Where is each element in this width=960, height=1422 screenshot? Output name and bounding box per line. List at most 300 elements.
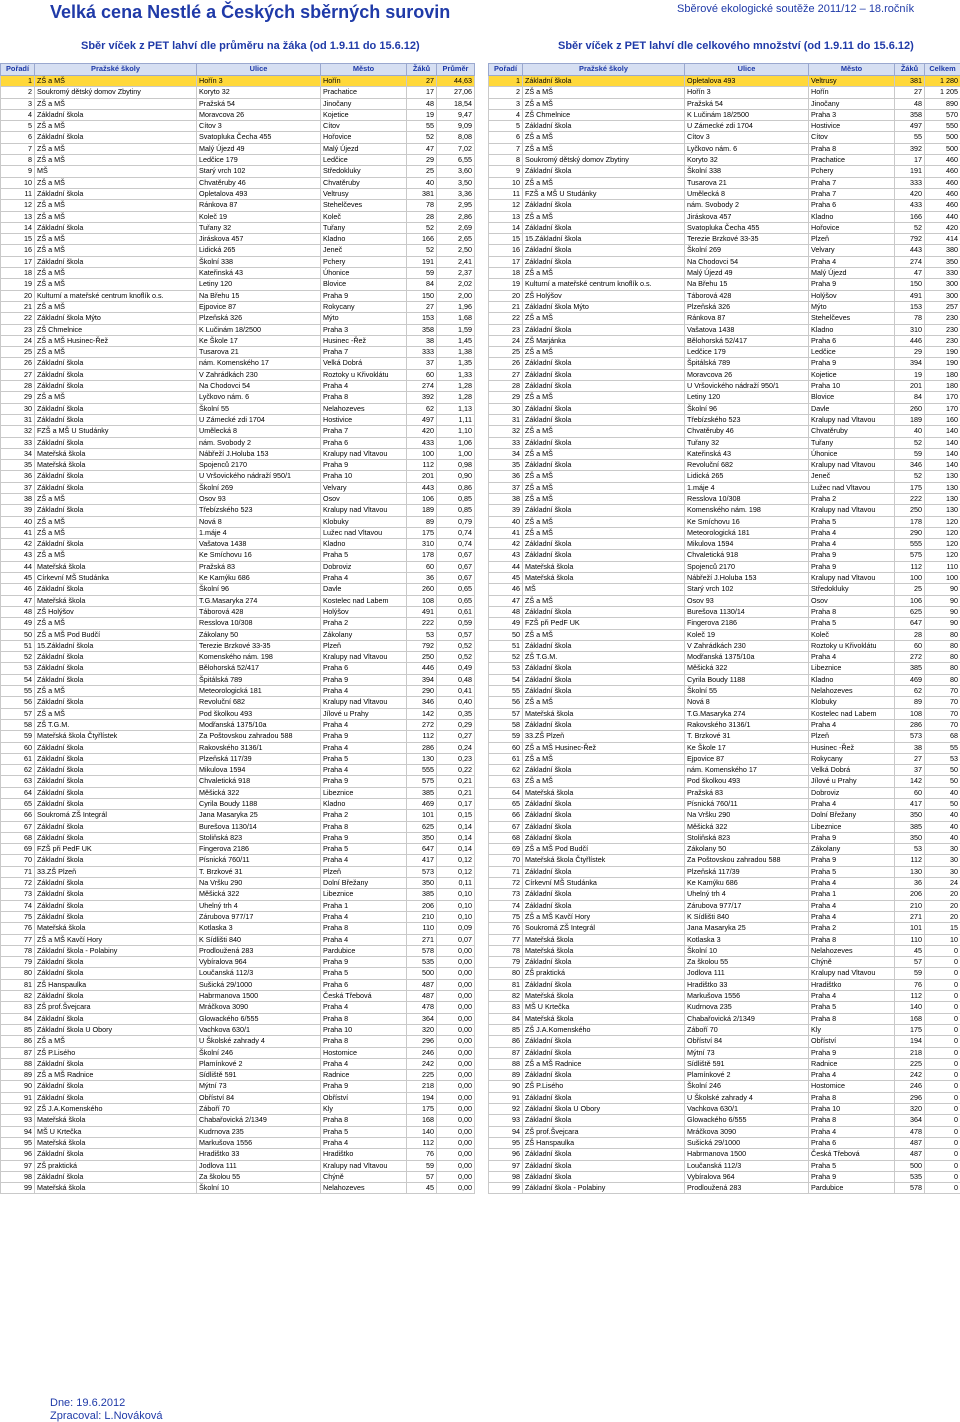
value-cell: 890 <box>925 98 960 109</box>
city-cell: Radnice <box>809 1058 895 1069</box>
school-cell: Mateřská škola <box>523 1013 685 1024</box>
city-cell: Velvary <box>809 245 895 256</box>
city-cell: Praha 8 <box>321 392 407 403</box>
school-cell: Základní škola <box>35 539 197 550</box>
pupils-cell: 78 <box>407 200 437 211</box>
table-row <box>489 719 960 730</box>
street-cell: nám. Svobody 2 <box>197 437 321 448</box>
table-row <box>1 211 475 222</box>
street-cell: Obříství 84 <box>197 1092 321 1103</box>
value-cell: 0,22 <box>437 765 475 776</box>
value-cell: 24 <box>925 878 960 889</box>
city-cell: Praha 6 <box>809 1137 895 1148</box>
school-cell: ZŠ Chmelnice <box>35 324 197 335</box>
table-row <box>489 437 960 448</box>
table-row <box>1 539 475 550</box>
street-cell: Mikulova 1594 <box>685 539 809 550</box>
rank-cell: 1 <box>1 76 35 87</box>
school-cell: Základní škola <box>523 1149 685 1160</box>
value-cell: 20 <box>925 900 960 911</box>
city-cell: Kly <box>809 1024 895 1035</box>
table-row <box>489 1115 960 1126</box>
city-cell: Nelahozeves <box>809 686 895 697</box>
street-cell: Za Poštovskou zahradou 588 <box>685 855 809 866</box>
pupils-cell: 578 <box>407 945 437 956</box>
table-row <box>489 268 960 279</box>
city-cell: Hostivice <box>321 414 407 425</box>
street-cell: Pražská 54 <box>685 98 809 109</box>
school-cell: Základní škola <box>523 686 685 697</box>
value-cell: 0,11 <box>437 878 475 889</box>
value-cell: 40 <box>925 821 960 832</box>
school-cell: ZŠ a MŠ <box>523 753 685 764</box>
table-row <box>489 234 960 245</box>
value-cell: 0 <box>925 1137 960 1148</box>
city-cell: Praha 4 <box>809 991 895 1002</box>
table-row <box>1 686 475 697</box>
city-cell: Cítov <box>809 132 895 143</box>
school-cell: ZŠ a MŠ <box>35 234 197 245</box>
table-row <box>489 1104 960 1115</box>
street-cell: Habrmanova 1500 <box>197 991 321 1002</box>
rank-cell: 71 <box>489 866 523 877</box>
rank-cell: 53 <box>489 663 523 674</box>
street-cell: nám. Komenského 17 <box>685 765 809 776</box>
city-cell: Jinočany <box>321 98 407 109</box>
table-row <box>1 1149 475 1160</box>
street-cell: Modřanská 1375/10a <box>685 652 809 663</box>
table-row <box>489 290 960 301</box>
competition-label: Sběrové ekologické soutěže 2011/12 – 18.ročník <box>677 3 915 15</box>
rank-cell: 37 <box>1 482 35 493</box>
rank-cell: 97 <box>489 1160 523 1171</box>
pupils-cell: 487 <box>407 979 437 990</box>
table-row <box>489 991 960 1002</box>
rank-cell: 9 <box>489 166 523 177</box>
city-cell: Praha 6 <box>321 437 407 448</box>
rank-cell: 30 <box>489 403 523 414</box>
rank-cell: 36 <box>1 471 35 482</box>
value-cell: 0,10 <box>437 911 475 922</box>
pupils-cell: 575 <box>407 776 437 787</box>
value-cell: 190 <box>925 358 960 369</box>
rank-cell: 82 <box>489 991 523 1002</box>
value-cell: 2,41 <box>437 256 475 267</box>
street-cell: Bělohorská 52/417 <box>685 335 809 346</box>
table-row <box>1 132 475 143</box>
school-cell: Základní škola <box>523 539 685 550</box>
school-cell: FZŠ a MŠ U Studánky <box>35 426 197 437</box>
street-cell: Ke Smíchovu 16 <box>197 550 321 561</box>
rank-cell: 76 <box>1 923 35 934</box>
city-cell: Libeznice <box>321 889 407 900</box>
city-cell: Praha 4 <box>321 573 407 584</box>
street-cell: Rakovského 3136/1 <box>685 719 809 730</box>
school-cell: Základní škola <box>523 369 685 380</box>
pupils-cell: 112 <box>407 1137 437 1148</box>
value-cell: 0,21 <box>437 776 475 787</box>
value-cell: 1,11 <box>437 414 475 425</box>
rank-cell: 63 <box>489 776 523 787</box>
rank-cell: 8 <box>1 155 35 166</box>
table-row <box>1 188 475 199</box>
school-cell: ZŠ a MŠ <box>35 618 197 629</box>
rank-cell: 7 <box>489 143 523 154</box>
value-cell: 0 <box>925 1092 960 1103</box>
street-cell: Starý vrch 102 <box>685 584 809 595</box>
street-cell: Pražská 83 <box>685 787 809 798</box>
street-cell: Záboří 70 <box>197 1104 321 1115</box>
school-cell: ZŠ a MŠ <box>523 697 685 708</box>
value-cell: 140 <box>925 426 960 437</box>
table-row <box>489 573 960 584</box>
table-row <box>1 866 475 877</box>
value-cell: 0,49 <box>437 663 475 674</box>
street-cell: Školní 338 <box>685 166 809 177</box>
school-cell: ZŠ a MŠ <box>35 493 197 504</box>
pupils-cell: 112 <box>895 561 925 572</box>
pupils-cell: 491 <box>895 290 925 301</box>
street-cell: Zákolany 50 <box>685 844 809 855</box>
table-row <box>1 256 475 267</box>
pupils-cell: 333 <box>895 177 925 188</box>
rank-cell: 35 <box>489 460 523 471</box>
street-cell: Cítov 3 <box>197 121 321 132</box>
street-cell: Jodlova 111 <box>197 1160 321 1171</box>
street-cell: Moravcova 26 <box>197 109 321 120</box>
table-row <box>489 968 960 979</box>
rank-cell: 79 <box>489 957 523 968</box>
value-cell: 120 <box>925 527 960 538</box>
street-cell: Školní 96 <box>197 584 321 595</box>
street-cell: Tusarova 21 <box>197 347 321 358</box>
street-cell: Tusarova 21 <box>685 177 809 188</box>
street-cell: Pražská 83 <box>197 561 321 572</box>
street-cell: Starý vrch 102 <box>197 166 321 177</box>
city-cell: Prachatice <box>809 155 895 166</box>
street-cell: Jana Masaryka 25 <box>685 923 809 934</box>
school-cell: Základní škola <box>35 1092 197 1103</box>
pupils-cell: 320 <box>407 1024 437 1035</box>
school-cell: FZŠ a MŠ U Studánky <box>523 188 685 199</box>
school-cell: ZŠ a MŠ <box>523 347 685 358</box>
right-table-title: Sběr víček z PET lahví dle celkového množství (od 1.9.11 do 15.6.12) <box>558 40 914 52</box>
school-cell: Kulturní a mateřské centrum knoflík o.s. <box>35 290 197 301</box>
street-cell: Vachkova 630/1 <box>685 1104 809 1115</box>
pupils-cell: 29 <box>407 155 437 166</box>
school-cell: ZŠ a MŠ <box>35 155 197 166</box>
pupils-cell: 625 <box>895 606 925 617</box>
pupils-cell: 433 <box>407 437 437 448</box>
pupils-cell: 385 <box>407 889 437 900</box>
street-cell: Ke Škole 17 <box>685 742 809 753</box>
table-row <box>489 855 960 866</box>
value-cell: 1,06 <box>437 437 475 448</box>
value-cell: 0,00 <box>437 1149 475 1160</box>
city-cell: Velká Dobrá <box>809 765 895 776</box>
street-cell: Jana Masaryka 25 <box>197 810 321 821</box>
rank-cell: 19 <box>1 279 35 290</box>
rank-cell: 34 <box>1 448 35 459</box>
school-cell: ZŠ Chmelnice <box>523 109 685 120</box>
pupils-cell: 260 <box>895 403 925 414</box>
rank-cell: 45 <box>489 573 523 584</box>
school-cell: Základní škola <box>523 821 685 832</box>
rank-cell: 23 <box>1 324 35 335</box>
table-row <box>489 324 960 335</box>
table-row <box>1 245 475 256</box>
street-cell: T. Brzkové 31 <box>197 866 321 877</box>
pupils-cell: 60 <box>895 787 925 798</box>
city-cell: Praha 8 <box>809 606 895 617</box>
value-cell: 15 <box>925 923 960 934</box>
school-cell: Základní škola <box>35 471 197 482</box>
pupils-cell: 417 <box>407 855 437 866</box>
value-cell: 300 <box>925 279 960 290</box>
value-cell: 2,65 <box>437 234 475 245</box>
street-cell: Resslova 10/308 <box>685 493 809 504</box>
table-row <box>489 618 960 629</box>
pupils-cell: 45 <box>895 945 925 956</box>
pupils-cell: 29 <box>895 347 925 358</box>
school-cell: ZŠ a MŠ <box>35 392 197 403</box>
street-cell: T. Brzkové 31 <box>685 731 809 742</box>
table-row <box>1 109 475 120</box>
pupils-cell: 555 <box>407 765 437 776</box>
city-cell: Hostivice <box>809 121 895 132</box>
city-cell: Praha 9 <box>809 1171 895 1182</box>
value-cell: 1,33 <box>437 369 475 380</box>
pupils-cell: 350 <box>895 810 925 821</box>
rank-cell: 78 <box>489 945 523 956</box>
rank-cell: 25 <box>489 347 523 358</box>
street-cell: Lidická 265 <box>685 471 809 482</box>
street-cell: Ledčice 179 <box>197 155 321 166</box>
city-cell: Dolní Břežany <box>809 810 895 821</box>
street-cell: U Vršovického nádraží 950/1 <box>197 471 321 482</box>
city-cell: Česká Třebová <box>321 991 407 1002</box>
city-cell: Praha 8 <box>809 1013 895 1024</box>
table-row <box>1 1183 475 1194</box>
city-cell: Velvary <box>321 482 407 493</box>
table-row <box>1 889 475 900</box>
pupils-cell: 310 <box>407 539 437 550</box>
table-row <box>489 584 960 595</box>
table-row <box>489 674 960 685</box>
value-cell: 0,00 <box>437 1070 475 1081</box>
street-cell: Bělohorská 52/417 <box>197 663 321 674</box>
value-cell: 44,63 <box>437 76 475 87</box>
rank-cell: 32 <box>489 426 523 437</box>
rank-cell: 72 <box>1 878 35 889</box>
table-row <box>1 550 475 561</box>
table-row <box>489 765 960 776</box>
table-row <box>489 109 960 120</box>
pupils-cell: 57 <box>895 957 925 968</box>
table-row <box>1 934 475 945</box>
city-header: Město <box>321 64 407 76</box>
table-row <box>1 731 475 742</box>
school-cell: ZŠ a MŠ <box>35 211 197 222</box>
rank-cell: 70 <box>489 855 523 866</box>
street-cell: Prodloužená 283 <box>197 945 321 956</box>
city-cell: Kly <box>321 1104 407 1115</box>
average-ranking-table <box>0 63 475 1194</box>
school-cell: ZŠ a MŠ <box>35 301 197 312</box>
rank-cell: 38 <box>1 493 35 504</box>
pupils-cell: 130 <box>407 753 437 764</box>
table-row <box>1 448 475 459</box>
rank-cell: 8 <box>489 155 523 166</box>
value-cell: 2,69 <box>437 222 475 233</box>
school-cell: Mateřská škola <box>523 561 685 572</box>
city-cell: Klobuky <box>321 516 407 527</box>
city-cell: Plzeň <box>809 234 895 245</box>
street-cell: Vašatova 1438 <box>685 324 809 335</box>
value-cell: 110 <box>925 561 960 572</box>
table-row <box>489 1002 960 1013</box>
value-cell: 0 <box>925 1013 960 1024</box>
school-cell: Základní škola <box>35 799 197 810</box>
school-cell: Základní škola <box>523 1115 685 1126</box>
pupils-cell: 346 <box>407 697 437 708</box>
value-cell: 2,00 <box>437 290 475 301</box>
school-cell: Mateřská škola <box>523 991 685 1002</box>
school-cell: Základní škola <box>523 810 685 821</box>
rank-cell: 46 <box>1 584 35 595</box>
rank-cell: 97 <box>1 1160 35 1171</box>
table-row <box>489 753 960 764</box>
city-cell: Jeneč <box>809 471 895 482</box>
value-cell: 180 <box>925 381 960 392</box>
city-cell: Veltrusy <box>809 76 895 87</box>
school-cell: Základní škola <box>35 991 197 1002</box>
school-cell: Mateřská škola <box>35 460 197 471</box>
street-cell: Ke Kamýku 686 <box>197 573 321 584</box>
rank-cell: 10 <box>1 177 35 188</box>
street-cell: Prodloužená 283 <box>685 1183 809 1194</box>
rank-cell: 65 <box>1 799 35 810</box>
pupils-cell: 478 <box>895 1126 925 1137</box>
table-row <box>489 708 960 719</box>
street-cell: Kudrnova 235 <box>197 1126 321 1137</box>
rank-cell: 17 <box>489 256 523 267</box>
rank-cell: 12 <box>1 200 35 211</box>
street-cell: Táborová 428 <box>685 290 809 301</box>
city-cell: Kralupy nad Vltavou <box>321 505 407 516</box>
value-cell: 414 <box>925 234 960 245</box>
rank-cell: 80 <box>1 968 35 979</box>
school-cell: ZŠ Marjánka <box>523 335 685 346</box>
school-cell: Soukromá ZŠ Integrál <box>523 923 685 934</box>
pupils-cell: 101 <box>407 810 437 821</box>
city-cell: Praha 5 <box>809 866 895 877</box>
table-row <box>489 1149 960 1160</box>
street-cell: Obříství 84 <box>685 1036 809 1047</box>
value-cell: 8,08 <box>437 132 475 143</box>
school-cell: Základní škola <box>35 188 197 199</box>
city-cell: Hostomice <box>809 1081 895 1092</box>
pupils-cell: 53 <box>407 629 437 640</box>
city-cell: Praha 8 <box>321 1013 407 1024</box>
school-cell: Základní škola <box>523 550 685 561</box>
pupils-cell: 140 <box>407 1126 437 1137</box>
city-cell: Dobroviz <box>809 787 895 798</box>
pupils-cell: 792 <box>895 234 925 245</box>
street-cell: Malý Újezd 49 <box>685 268 809 279</box>
school-cell: ZŠ a MŠ <box>523 493 685 504</box>
rank-cell: 22 <box>1 313 35 324</box>
pupils-cell: 272 <box>407 719 437 730</box>
school-cell: Základní škola <box>35 753 197 764</box>
table-row <box>489 132 960 143</box>
street-cell: Glowackého 6/555 <box>685 1115 809 1126</box>
street-cell: Kotlaska 3 <box>197 923 321 934</box>
school-cell: Základní škola <box>35 663 197 674</box>
school-cell: Mateřská škola <box>35 1115 197 1126</box>
school-cell: Základní škola <box>35 957 197 968</box>
table-row <box>1 697 475 708</box>
table-row <box>489 335 960 346</box>
school-cell: MŠ <box>523 584 685 595</box>
city-cell: Praha 9 <box>809 358 895 369</box>
city-cell: Praha 7 <box>321 426 407 437</box>
street-cell: 1.máje 4 <box>685 482 809 493</box>
school-cell: Základní škola <box>523 222 685 233</box>
rank-cell: 95 <box>489 1137 523 1148</box>
value-cell: 0,23 <box>437 753 475 764</box>
rank-cell: 44 <box>1 561 35 572</box>
pupils-cell: 52 <box>407 245 437 256</box>
rank-cell: 90 <box>1 1081 35 1092</box>
table-row <box>1 200 475 211</box>
street-cell: V Zahrádkách 230 <box>685 640 809 651</box>
value-cell: 0,57 <box>437 629 475 640</box>
school-cell: ZŠ a MŠ <box>35 708 197 719</box>
rank-cell: 15 <box>489 234 523 245</box>
school-cell: Základní škola <box>523 505 685 516</box>
school-cell: Mateřská škola <box>523 573 685 584</box>
rank-cell: 32 <box>1 426 35 437</box>
value-cell: 1 205 <box>925 87 960 98</box>
city-cell: Jinočany <box>809 98 895 109</box>
table-row <box>489 301 960 312</box>
table-row <box>489 188 960 199</box>
table-row <box>489 426 960 437</box>
school-cell: Základní škola <box>35 505 197 516</box>
school-cell: Základní škola <box>35 414 197 425</box>
street-cell: U Školské zahrady 4 <box>685 1092 809 1103</box>
value-cell: 90 <box>925 595 960 606</box>
table-row <box>1 1047 475 1058</box>
city-cell: Středokluky <box>321 166 407 177</box>
city-cell: Praha 9 <box>321 731 407 742</box>
value-cell: 0,27 <box>437 731 475 742</box>
table-row <box>1 923 475 934</box>
pupils-cell: 346 <box>895 460 925 471</box>
table-row <box>1 1104 475 1115</box>
value-cell: 230 <box>925 335 960 346</box>
city-cell: Praha 9 <box>321 832 407 843</box>
value-cell: 0,24 <box>437 742 475 753</box>
value-cell: 130 <box>925 505 960 516</box>
rank-cell: 95 <box>1 1137 35 1148</box>
rank-cell: 91 <box>1 1092 35 1103</box>
school-cell: Základní škola <box>523 414 685 425</box>
pupils-cell: 286 <box>895 719 925 730</box>
pupils-cell: 194 <box>407 1092 437 1103</box>
value-cell: 80 <box>925 640 960 651</box>
